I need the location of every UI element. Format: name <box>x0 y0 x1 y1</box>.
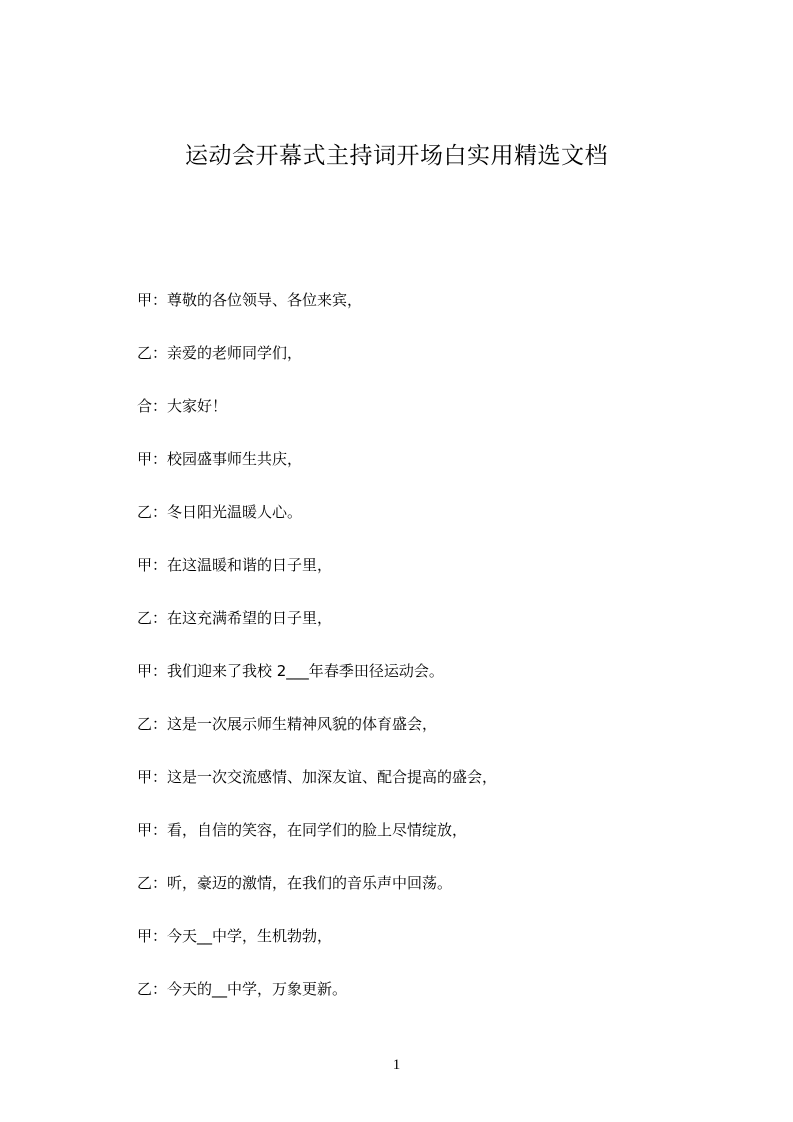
script-line: 乙：这是一次展示师生精神风貌的体育盛会， <box>137 715 438 733</box>
document-title: 运动会开幕式主持词开场白实用精选文档 <box>185 143 608 169</box>
script-lines <box>137 288 697 1030</box>
script-line: 甲：这是一次交流感情、加深友谊、配合提高的盛会， <box>137 768 498 786</box>
script-line: 甲：尊敬的各位领导、各位来宾， <box>137 291 363 309</box>
script-line: 甲：看，自信的笑容，在同学们的脸上尽情绽放， <box>137 821 468 839</box>
script-line: 甲：我们迎来了我校 2___年春季田径运动会。 <box>137 662 444 680</box>
script-line: 乙：冬日阳光温暖人心。 <box>137 503 303 521</box>
script-line: 合：大家好！ <box>137 397 228 415</box>
page-number: 1 <box>392 1057 401 1073</box>
script-line: 甲：在这温暖和谐的日子里， <box>137 556 333 574</box>
script-line: 甲：校园盛事师生共庆， <box>137 450 303 468</box>
script-line: 乙：听，豪迈的激情，在我们的音乐声中回荡。 <box>137 874 453 892</box>
script-line: 乙：今天的__中学，万象更新。 <box>137 980 348 998</box>
script-line: 乙：亲爱的老师同学们， <box>137 344 303 362</box>
script-line: 甲：今天__中学，生机勃勃， <box>137 927 333 945</box>
script-line: 乙：在这充满希望的日子里， <box>137 609 333 627</box>
